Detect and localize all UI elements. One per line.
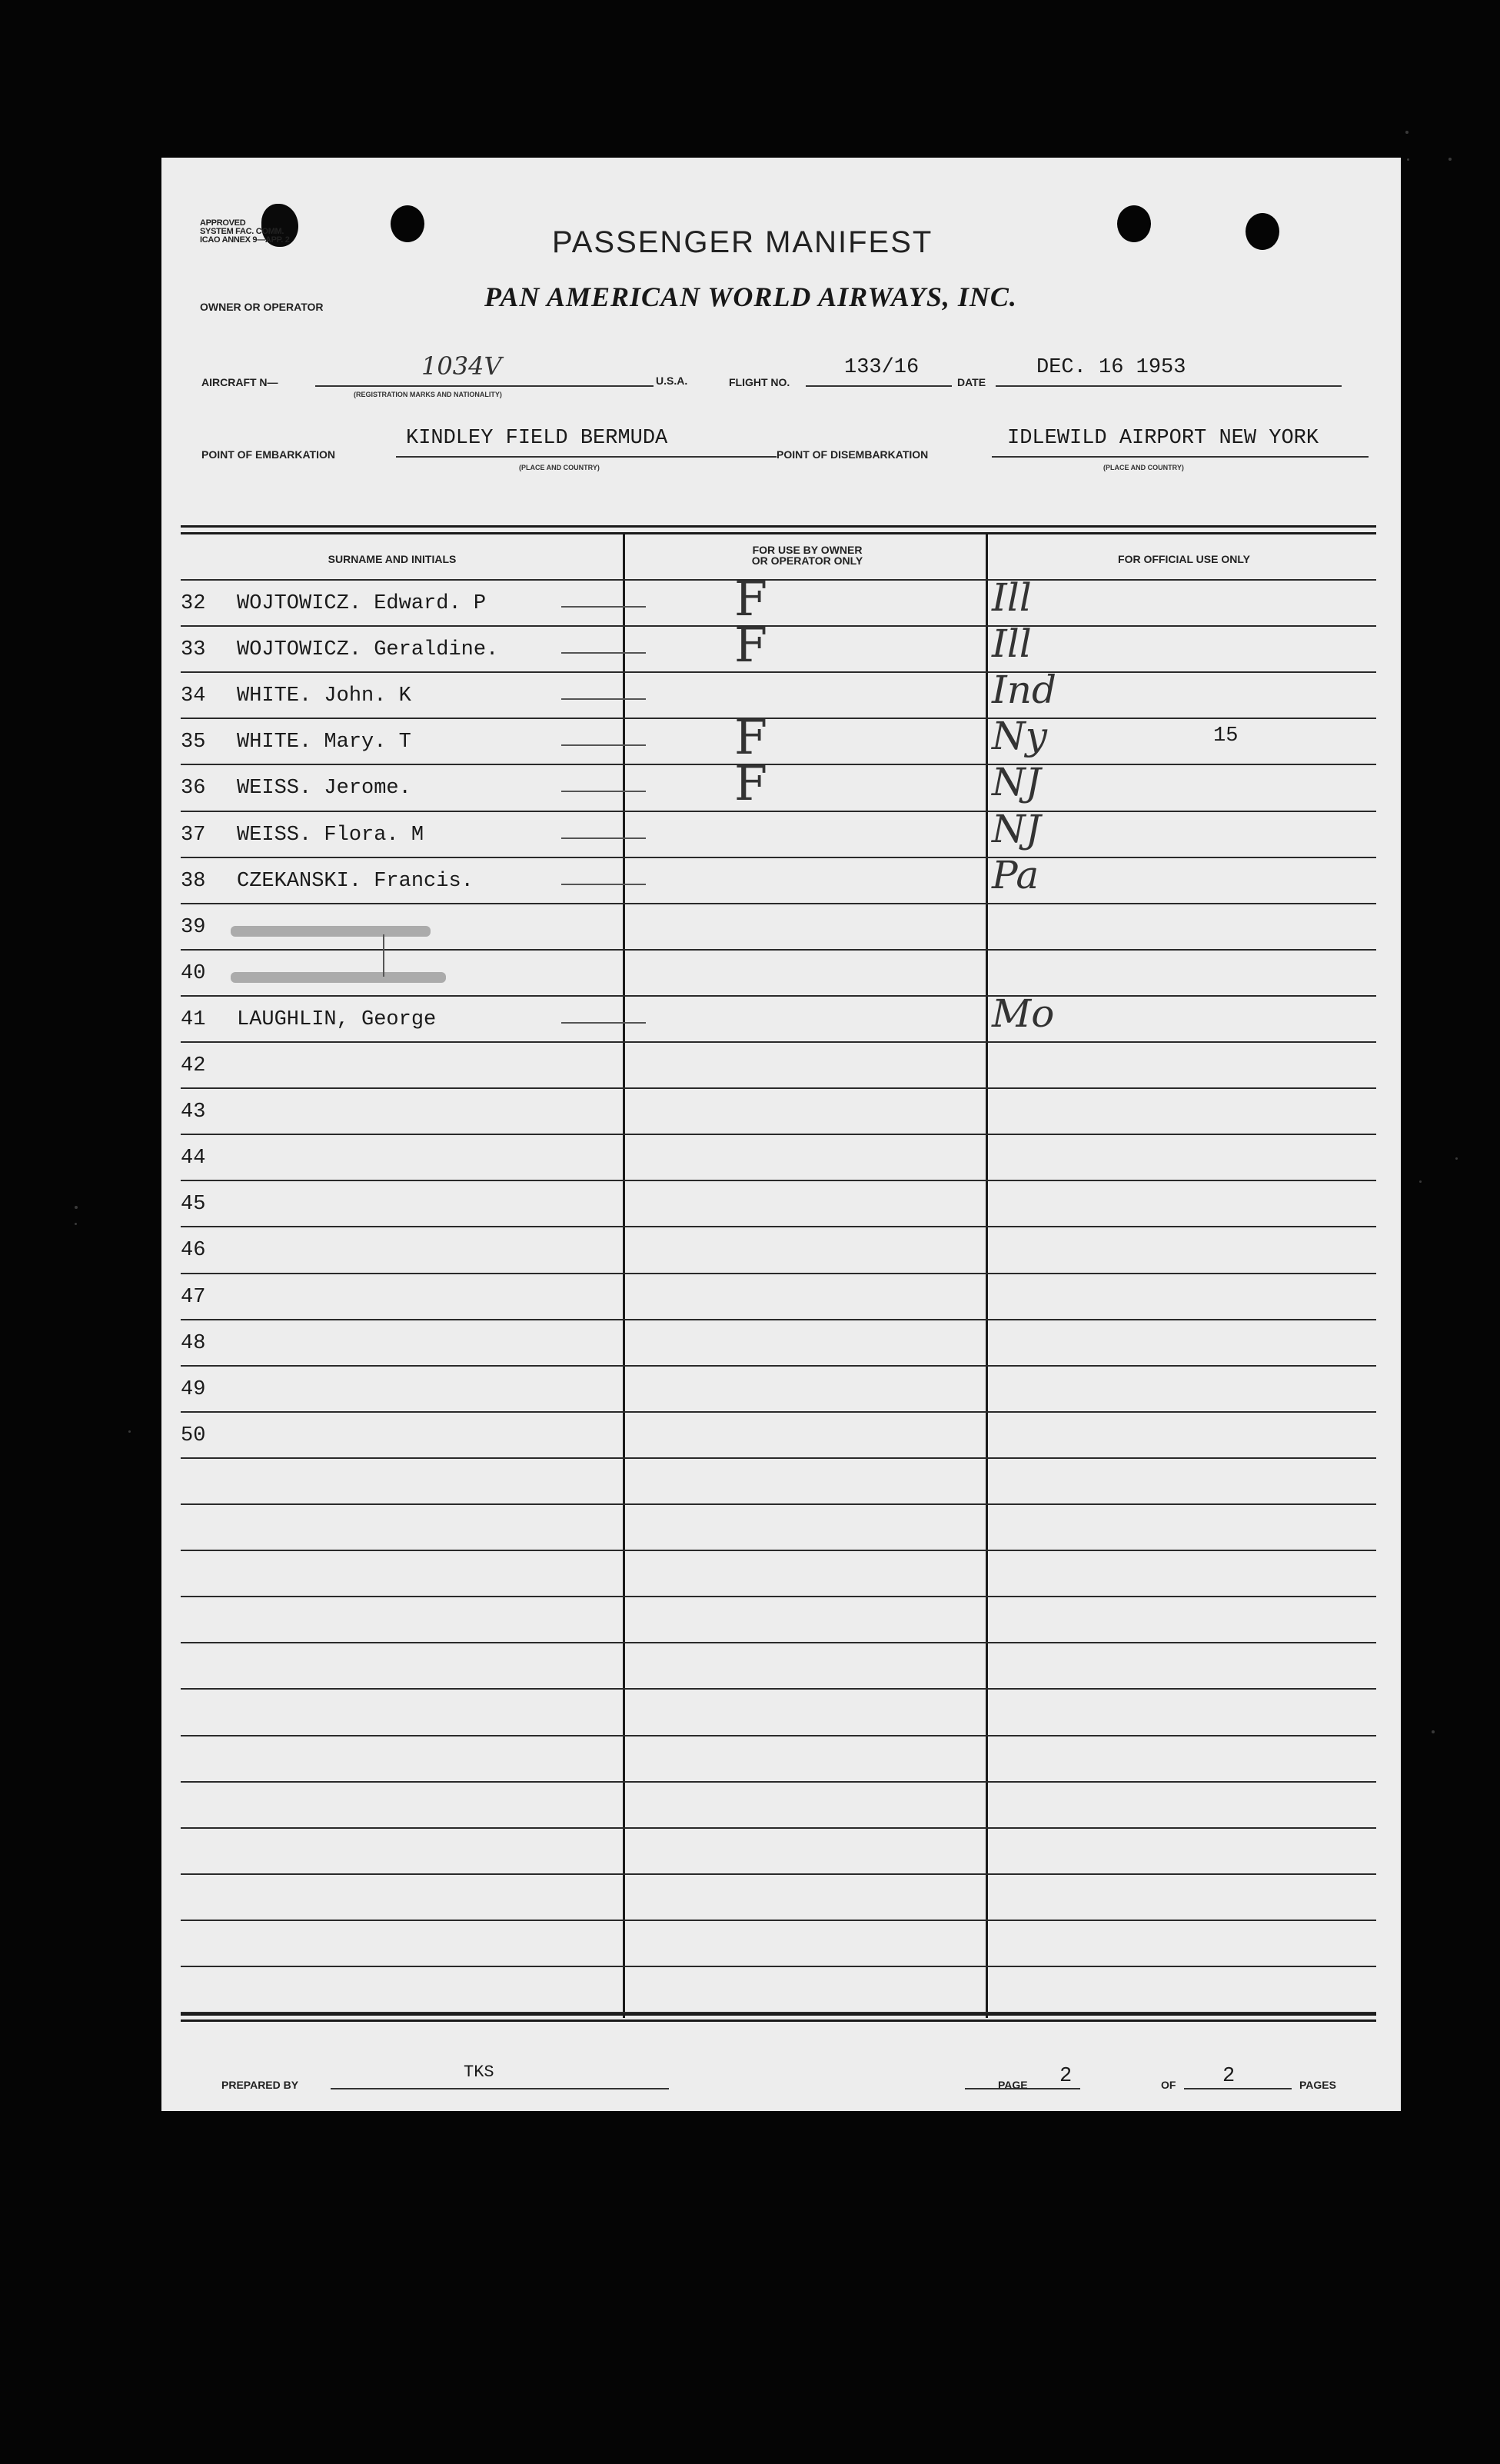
row-number: 39 [181,916,206,939]
row-rule [181,1550,1376,1551]
aircraft-label: AIRCRAFT N— [201,376,278,388]
embarkation-point: KINDLEY FIELD BERMUDA [406,427,668,450]
row-number: 41 [181,1008,206,1031]
row-rule [181,1966,1376,1967]
punch-hole [1246,213,1279,250]
of-label: OF [1161,2079,1176,2091]
row-number: 37 [181,824,206,847]
speck [128,1430,131,1433]
pen-stroke [383,934,384,977]
row-rule [181,579,1376,581]
punch-hole [1117,205,1151,242]
pen-stroke [561,652,646,654]
pen-stroke [561,791,646,792]
column-divider [986,532,988,2018]
flight-label: FLIGHT NO. [729,376,790,388]
row-rule [181,903,1376,904]
check-mark: F [734,571,768,627]
pen-stroke [561,606,646,608]
row-rule [181,1688,1376,1690]
row-number: 49 [181,1378,206,1401]
speck [1405,131,1409,134]
column-divider [623,532,625,2018]
check-mark: F [734,617,768,673]
row-rule [181,1735,1376,1736]
row-rule [181,1596,1376,1597]
destination-note: NJ [992,760,1041,804]
row-number: 38 [181,870,206,893]
passenger-name: WEISS. Flora. M [237,824,424,847]
row-rule [181,1503,1376,1505]
table-top-rule [181,532,1376,534]
row-rule [181,1411,1376,1413]
row-rule [181,671,1376,673]
table-bottom-rule [181,2019,1376,2022]
row-number: 32 [181,592,206,615]
aircraft-number: 1034V [421,351,502,381]
embarkation-label: POINT OF EMBARKATION [201,448,335,461]
table-top-rule [181,525,1376,528]
row-rule [181,1457,1376,1459]
disembarkation-underline [992,456,1369,458]
pen-stroke [561,744,646,746]
row-rule [181,1319,1376,1320]
row-number: 48 [181,1332,206,1355]
owner-use-header-2: OR OPERATOR ONLY [751,554,863,567]
usa-label: U.S.A. [656,375,688,387]
embarkation-underline [396,456,777,458]
punch-hole [391,205,424,242]
destination-note: Ind [992,668,1056,712]
row-rule [181,1873,1376,1875]
approval-note [200,219,290,245]
of-underline [1184,2088,1292,2089]
row-number: 42 [181,1054,206,1077]
flight-underline [806,385,952,387]
row-rule [181,811,1376,812]
passenger-name: CZEKANSKI. Francis. [237,870,474,893]
passenger-name: WHITE. Mary. T [237,731,411,754]
check-mark: F [734,709,768,765]
redacted-name [231,926,431,937]
row-rule [181,995,1376,997]
speck [1432,1730,1435,1733]
prepared-underline [331,2088,669,2089]
row-number: 35 [181,731,206,754]
row-rule [181,1642,1376,1643]
disembark-place-note: (PLACE AND COUNTRY) [1103,464,1184,471]
pen-stroke [561,1022,646,1024]
row-rule [181,718,1376,719]
check-mark: F [734,755,768,811]
destination-note: Pa [992,853,1039,897]
speck [1455,1157,1458,1160]
form-title: PASSENGER MANIFEST [552,225,933,259]
row-rule [181,1180,1376,1181]
row-number: 45 [181,1193,206,1216]
prepared-by: TKS [464,2063,494,2082]
speck [1419,1180,1422,1183]
row-rule [181,764,1376,765]
row-number: 36 [181,777,206,800]
date-underline [996,385,1342,387]
row-rule [181,1273,1376,1274]
row-rule [181,1041,1376,1043]
speck [1448,158,1452,161]
owner-label: OWNER OR OPERATOR [200,301,324,313]
passenger-name: WHITE. John. K [237,684,411,708]
names-header: SURNAME AND INITIALS [328,553,457,565]
passenger-name: LAUGHLIN, George [237,1008,437,1031]
row-number: 44 [181,1147,206,1170]
row-number: 33 [181,638,206,661]
manifest-sheet [161,158,1401,2111]
embark-place-note: (PLACE AND COUNTRY) [519,464,600,471]
row-rule [181,1087,1376,1089]
speck [75,1223,77,1225]
approval-line: APPROVED [200,218,246,228]
pen-stroke [561,884,646,885]
passenger-name: WOJTOWICZ. Edward. P [237,592,487,615]
speck [75,1206,78,1209]
aircraft-underline [315,385,654,387]
approval-line: SYSTEM FAC. COMM. [200,227,284,236]
destination-note: Mo [992,991,1055,1036]
row-rule [181,1134,1376,1135]
row-rule [181,949,1376,951]
row-rule [181,1781,1376,1783]
row-rule [181,1920,1376,1921]
pages-label: PAGES [1299,2079,1336,2091]
owner-use-header-1: FOR USE BY OWNER [752,544,863,556]
destination-note: NJ [992,807,1041,851]
redacted-name [231,972,446,983]
page-total: 2 [1222,2065,1236,2088]
row-number: 50 [181,1424,206,1447]
row-number: 40 [181,962,206,985]
registration-note: (REGISTRATION MARKS AND NATIONALITY) [354,391,502,398]
row-number: 43 [181,1100,206,1124]
row-number: 46 [181,1239,206,1262]
disembarkation-label: POINT OF DISEMBARKATION [777,448,929,461]
speck [1407,158,1409,161]
destination-note: Ill [992,575,1032,620]
official-header: FOR OFFICIAL USE ONLY [1118,553,1250,565]
flight-date: DEC. 16 1953 [1036,356,1186,379]
approval-line: ICAO ANNEX 9—APP. 2 [200,235,290,245]
operator-name: PAN AMERICAN WORLD AIRWAYS, INC. [484,281,1017,312]
row-rule [181,625,1376,627]
row-rule [181,1827,1376,1829]
row-rule [181,1365,1376,1367]
destination-note: Ny [992,714,1047,758]
passenger-name: WOJTOWICZ. Geraldine. [237,638,499,661]
flight-number: 133/16 [844,356,920,379]
official-note: 15 [1213,724,1239,748]
page-number: 2 [1059,2065,1073,2088]
page-label: PAGE [998,2079,1028,2091]
disembarkation-point: IDLEWILD AIRPORT NEW YORK [1007,427,1319,450]
passenger-name: WEISS. Jerome. [237,777,411,800]
pen-stroke [561,698,646,700]
destination-note: Ill [992,621,1032,666]
row-rule [181,857,1376,858]
prepared-label: PREPARED BY [221,2079,299,2091]
row-number: 34 [181,684,206,708]
date-label: DATE [957,376,986,388]
pen-stroke [561,837,646,839]
row-number: 47 [181,1286,206,1309]
table-bottom-rule [181,2013,1376,2016]
row-rule [181,1226,1376,1227]
